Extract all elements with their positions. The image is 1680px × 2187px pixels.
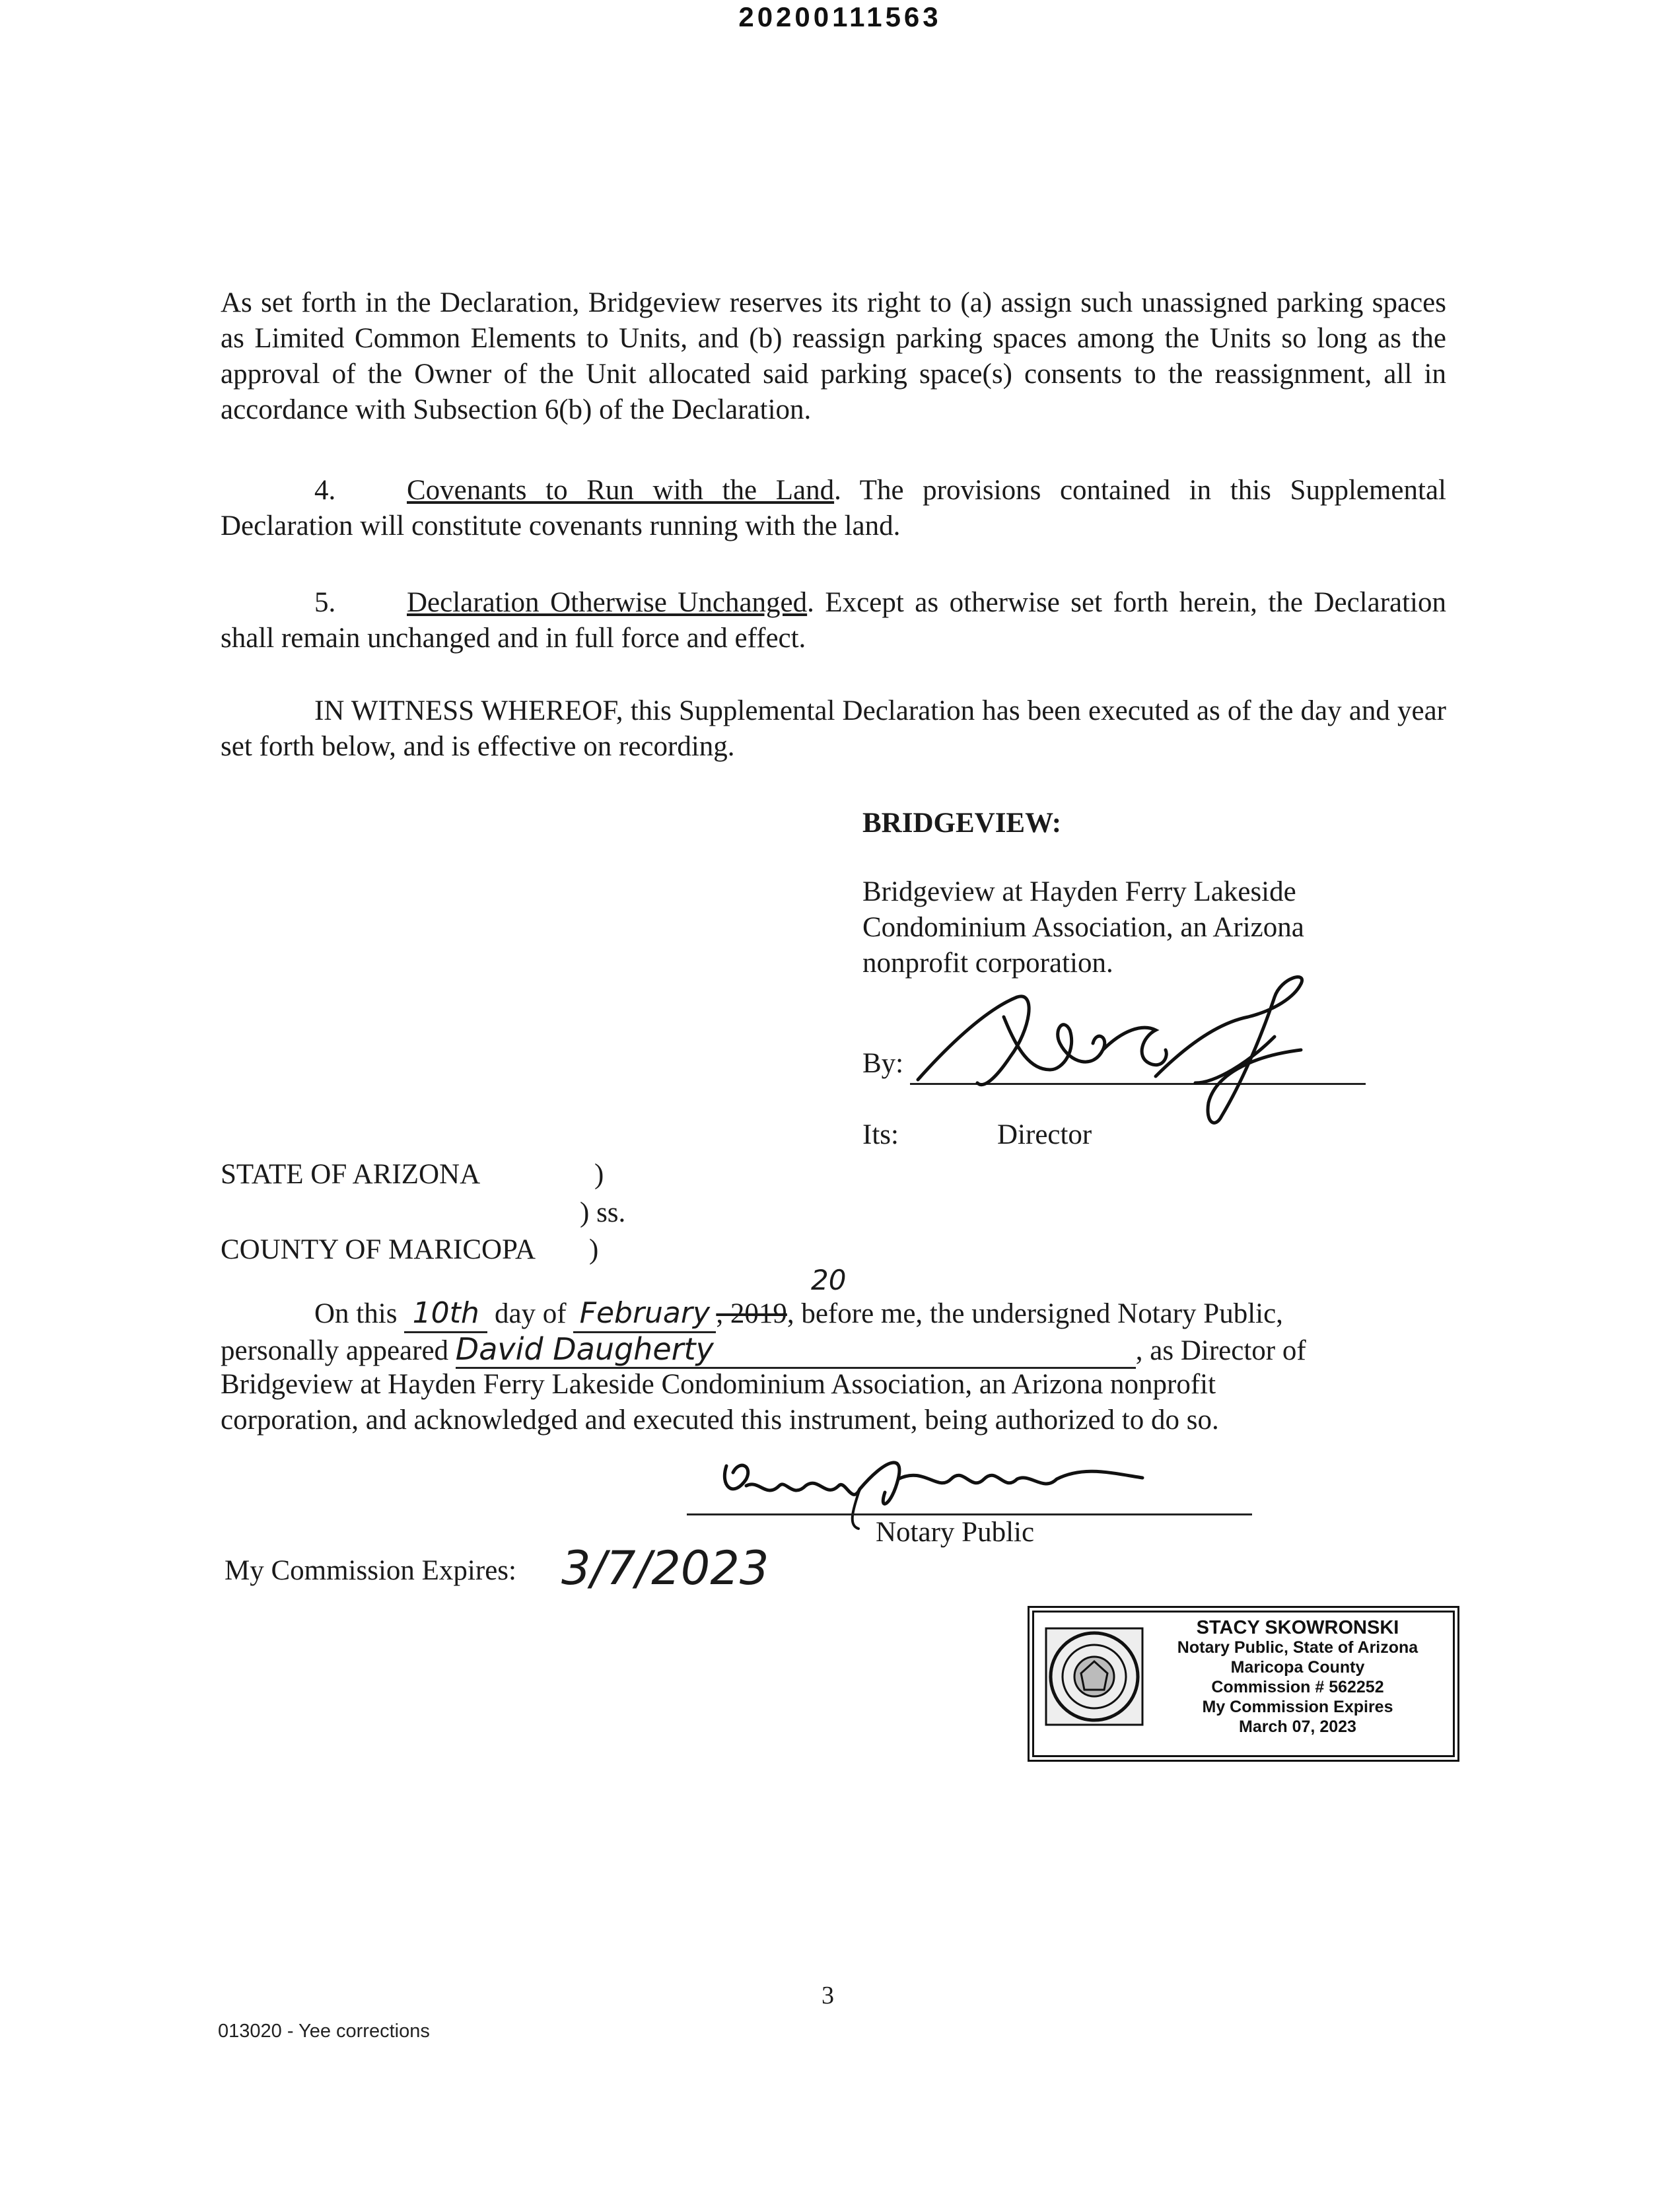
- stamp-line-3: Maricopa County: [1230, 1658, 1365, 1677]
- notary-signature-line: [687, 1513, 1252, 1515]
- ack-line-4: corporation, and acknowledged and executed this instrument, being authorized to do so.: [221, 1405, 1219, 1436]
- venue-state: STATE OF ARIZONA: [221, 1159, 481, 1190]
- handwritten-year-correction: 20: [811, 1264, 847, 1296]
- state-seal-icon: [1045, 1627, 1144, 1726]
- its-value: Director: [997, 1119, 1092, 1150]
- stamp-line-5: My Commission Expires: [1202, 1698, 1393, 1716]
- witness-text: IN WITNESS WHEREOF, this Supplemental Declaration has been executed as of the day and year set forth below, and is effective on recording.: [221, 695, 1446, 762]
- entity-line-3: nonprofit corporation.: [862, 948, 1113, 979]
- ack-day-of: day of: [494, 1298, 567, 1329]
- page-number: 3: [822, 1982, 834, 2009]
- section-4-number: 4.: [314, 475, 336, 506]
- director-signature: [905, 971, 1327, 1142]
- by-label: By:: [862, 1048, 904, 1079]
- handwritten-month: February: [573, 1296, 716, 1333]
- commission-label: My Commission Expires:: [225, 1555, 516, 1586]
- handwritten-commission-date: 3/7/2023: [561, 1541, 769, 1595]
- ack-on-this: On this: [314, 1298, 398, 1329]
- handwritten-person: David Daugherty: [456, 1331, 1136, 1369]
- section-5: [221, 585, 1446, 656]
- notary-stamp: [1028, 1606, 1459, 1762]
- signature-heading: BRIDGEVIEW:: [862, 808, 1062, 839]
- stamp-line-2: Notary Public, State of Arizona: [1177, 1638, 1418, 1657]
- ack-before: , before me, the undersigned Notary Public,: [787, 1298, 1283, 1329]
- section-4-text: . The provisions contained in this Supplemental Declaration will constitute covenants running with the land.: [221, 475, 1446, 541]
- ack-personally: personally appeared: [221, 1335, 449, 1366]
- section-5-text: . Except as otherwise set forth herein, the Declaration shall remain unchanged and in full force and effect.: [221, 587, 1446, 654]
- ack-as-director: , as Director of: [1135, 1335, 1306, 1366]
- venue-ss: ) ss.: [580, 1197, 626, 1228]
- venue-paren-1: ): [594, 1159, 604, 1190]
- ack-line-3: Bridgeview at Hayden Ferry Lakeside Condominium Association, an Arizona nonprofit: [221, 1369, 1216, 1400]
- stamp-line-4: Commission # 562252: [1211, 1678, 1384, 1696]
- paragraph-reservation: As set forth in the Declaration, Bridgeview reserves its right to (a) assign such unassigned parking spaces as Limited Common Elements to Units, and (b) reassign parking spaces among the Units so long as the approval of the Owner of the Unit allocated said parking space(s) consents to the reassignment, all in accordance with Subsection 6(b) of the Declaration.: [221, 287, 1446, 425]
- ack-line-2: [221, 1331, 1306, 1369]
- stamp-line-6: March 07, 2023: [1239, 1718, 1356, 1736]
- venue-county: COUNTY OF MARICOPA: [221, 1234, 536, 1265]
- section-5-title: Declaration Otherwise Unchanged: [407, 587, 808, 618]
- handwritten-day: 10th: [404, 1296, 487, 1333]
- record-number: 20200111563: [738, 1, 942, 32]
- section-5-number: 5.: [314, 587, 336, 618]
- stamp-name: STACY SKOWRONSKI: [1196, 1617, 1399, 1638]
- entity-line-2: Condominium Association, an Arizona: [862, 912, 1304, 943]
- stamp-text: [1149, 1618, 1446, 1737]
- footer-note: 013020 - Yee corrections: [218, 2021, 430, 2042]
- section-4-title: Covenants to Run with the Land: [407, 475, 835, 506]
- section-4: [221, 473, 1446, 544]
- venue-paren-3: ): [589, 1234, 599, 1265]
- notary-public-label: Notary Public: [876, 1517, 1035, 1548]
- entity-line-1: Bridgeview at Hayden Ferry Lakeside: [862, 876, 1296, 907]
- its-label: Its:: [862, 1119, 899, 1150]
- printed-year: , 2019: [716, 1298, 787, 1329]
- ack-line-1: [221, 1296, 1449, 1333]
- witness-clause: [221, 693, 1446, 765]
